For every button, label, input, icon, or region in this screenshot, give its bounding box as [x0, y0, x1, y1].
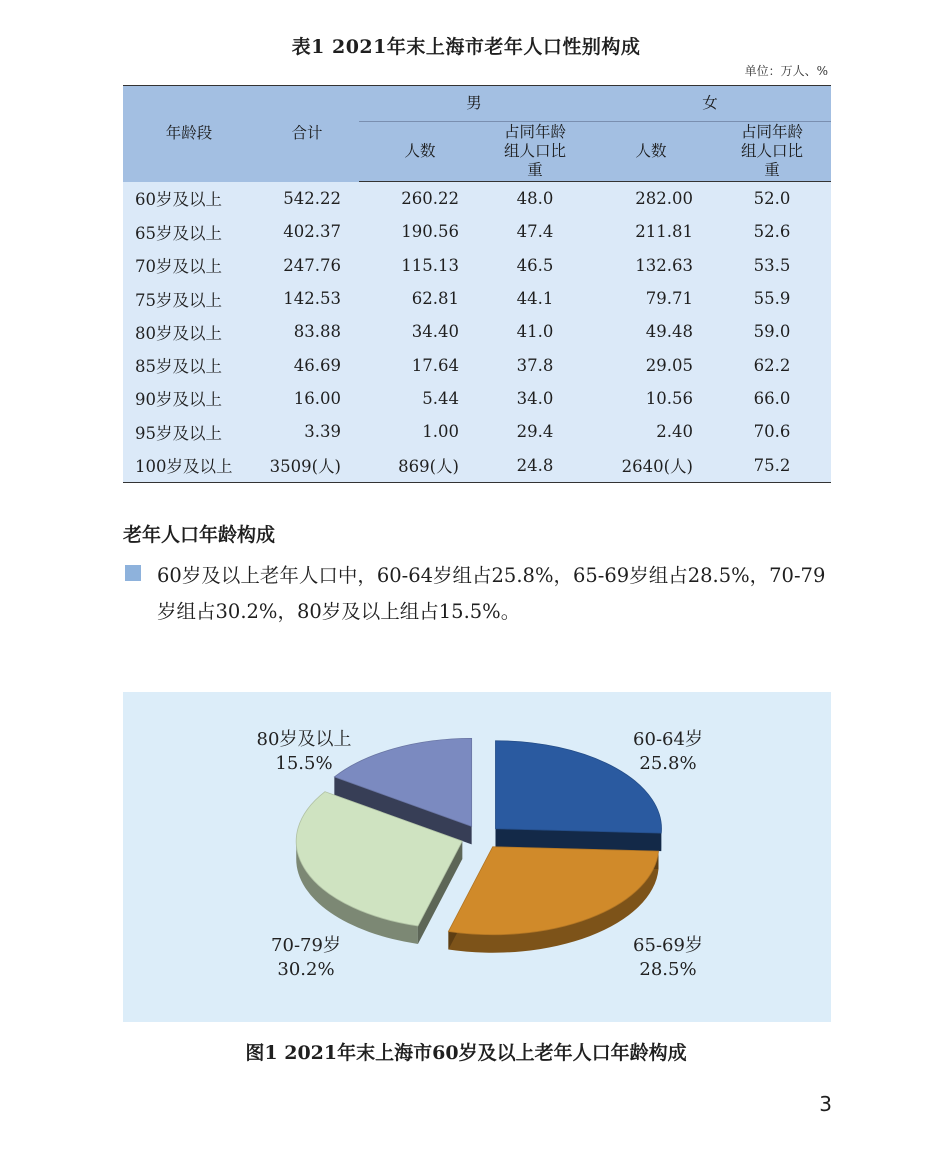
male-count-cell: 62.81	[359, 282, 481, 315]
age-cell: 95岁及以上	[123, 415, 255, 448]
female-share-cell: 55.9	[713, 282, 831, 315]
male-count-cell: 34.40	[359, 315, 481, 348]
pie-slice-1	[448, 847, 658, 935]
header-male-share	[481, 122, 589, 182]
table-row	[123, 382, 831, 415]
header-female-share	[713, 122, 831, 182]
table-row	[123, 282, 831, 315]
female-count-cell: 2640(人)	[589, 448, 713, 482]
slice-label-80-plus	[239, 728, 369, 776]
table-unit: 单位：万人、%	[744, 64, 828, 78]
table-row	[123, 448, 831, 482]
slice-label-70-79-value: 30.2%	[277, 959, 335, 980]
header-age-group: 年龄段	[123, 86, 255, 182]
slice-label-60-64	[613, 728, 723, 776]
female-share-cell: 70.6	[713, 415, 831, 448]
header-female-count: 人数	[589, 122, 713, 182]
male-share-cell: 29.4	[481, 415, 589, 448]
slice-label-80-plus-value: 15.5%	[275, 753, 333, 774]
header-total: 合计	[255, 86, 359, 182]
female-share-cell: 66.0	[713, 382, 831, 415]
table-row	[123, 215, 831, 248]
age-cell: 90岁及以上	[123, 382, 255, 415]
female-count-cell: 282.00	[589, 182, 713, 216]
female-share-cell: 52.6	[713, 215, 831, 248]
header-male-share-text: 占同年龄组人口比重	[503, 123, 566, 179]
age-cell: 100岁及以上	[123, 448, 255, 482]
male-share-cell: 47.4	[481, 215, 589, 248]
header-female-share-text: 占同年龄组人口比重	[740, 123, 803, 179]
female-count-cell: 49.48	[589, 315, 713, 348]
female-share-cell: 53.5	[713, 249, 831, 282]
total-cell: 247.76	[255, 249, 359, 282]
male-share-cell: 41.0	[481, 315, 589, 348]
pie-chart	[123, 692, 831, 1022]
total-cell: 46.69	[255, 348, 359, 381]
female-count-cell: 10.56	[589, 382, 713, 415]
total-cell: 3.39	[255, 415, 359, 448]
total-cell: 542.22	[255, 182, 359, 216]
table-row	[123, 249, 831, 282]
total-cell: 83.88	[255, 315, 359, 348]
total-cell: 16.00	[255, 382, 359, 415]
total-cell: 142.53	[255, 282, 359, 315]
page-number: 3	[819, 1092, 832, 1116]
female-share-cell: 62.2	[713, 348, 831, 381]
header-female: 女	[589, 86, 831, 122]
total-cell: 3509(人)	[255, 448, 359, 482]
table-row	[123, 415, 831, 448]
population-table	[123, 85, 831, 483]
age-cell: 75岁及以上	[123, 282, 255, 315]
bullet-square-icon	[125, 565, 141, 581]
table-row	[123, 315, 831, 348]
age-cell: 65岁及以上	[123, 215, 255, 248]
male-count-cell: 17.64	[359, 348, 481, 381]
chart-caption: 图1 2021年末上海市60岁及以上老年人口年龄构成	[245, 1042, 687, 1064]
male-count-cell: 190.56	[359, 215, 481, 248]
male-count-cell: 1.00	[359, 415, 481, 448]
female-share-cell: 59.0	[713, 315, 831, 348]
male-count-cell: 5.44	[359, 382, 481, 415]
table-row	[123, 182, 831, 216]
header-male: 男	[359, 86, 589, 122]
female-count-cell: 211.81	[589, 215, 713, 248]
table-title: 表1 2021年末上海市老年人口性别构成	[291, 36, 641, 58]
female-share-cell: 75.2	[713, 448, 831, 482]
male-count-cell: 869(人)	[359, 448, 481, 482]
age-cell: 80岁及以上	[123, 315, 255, 348]
female-count-cell: 79.71	[589, 282, 713, 315]
section-heading: 老年人口年龄构成	[123, 524, 276, 546]
section-paragraph: 60岁及以上老年人口中，60-64岁组占25.8%，65-69岁组占28.5%，70-79岁组占30.2%，80岁及以上组占15.5%。	[157, 564, 826, 623]
slice-label-65-69-name: 65-69岁	[633, 935, 703, 956]
male-count-cell: 260.22	[359, 182, 481, 216]
age-cell: 70岁及以上	[123, 249, 255, 282]
slice-label-80-plus-name: 80岁及以上	[256, 729, 352, 750]
slice-label-70-79-name: 70-79岁	[271, 935, 341, 956]
male-share-cell: 24.8	[481, 448, 589, 482]
female-share-cell: 52.0	[713, 182, 831, 216]
table-row	[123, 348, 831, 381]
male-count-cell: 115.13	[359, 249, 481, 282]
total-cell: 402.37	[255, 215, 359, 248]
age-cell: 60岁及以上	[123, 182, 255, 216]
pie-chart-panel	[123, 692, 831, 1022]
male-share-cell: 34.0	[481, 382, 589, 415]
slice-label-65-69-value: 28.5%	[639, 959, 697, 980]
male-share-cell: 37.8	[481, 348, 589, 381]
female-count-cell: 132.63	[589, 249, 713, 282]
header-male-count: 人数	[359, 122, 481, 182]
slice-label-60-64-name: 60-64岁	[633, 729, 703, 750]
male-share-cell: 44.1	[481, 282, 589, 315]
slice-label-70-79	[251, 934, 361, 982]
slice-label-65-69	[613, 934, 723, 982]
male-share-cell: 48.0	[481, 182, 589, 216]
age-cell: 85岁及以上	[123, 348, 255, 381]
male-share-cell: 46.5	[481, 249, 589, 282]
slice-label-60-64-value: 25.8%	[639, 753, 697, 774]
female-count-cell: 29.05	[589, 348, 713, 381]
female-count-cell: 2.40	[589, 415, 713, 448]
